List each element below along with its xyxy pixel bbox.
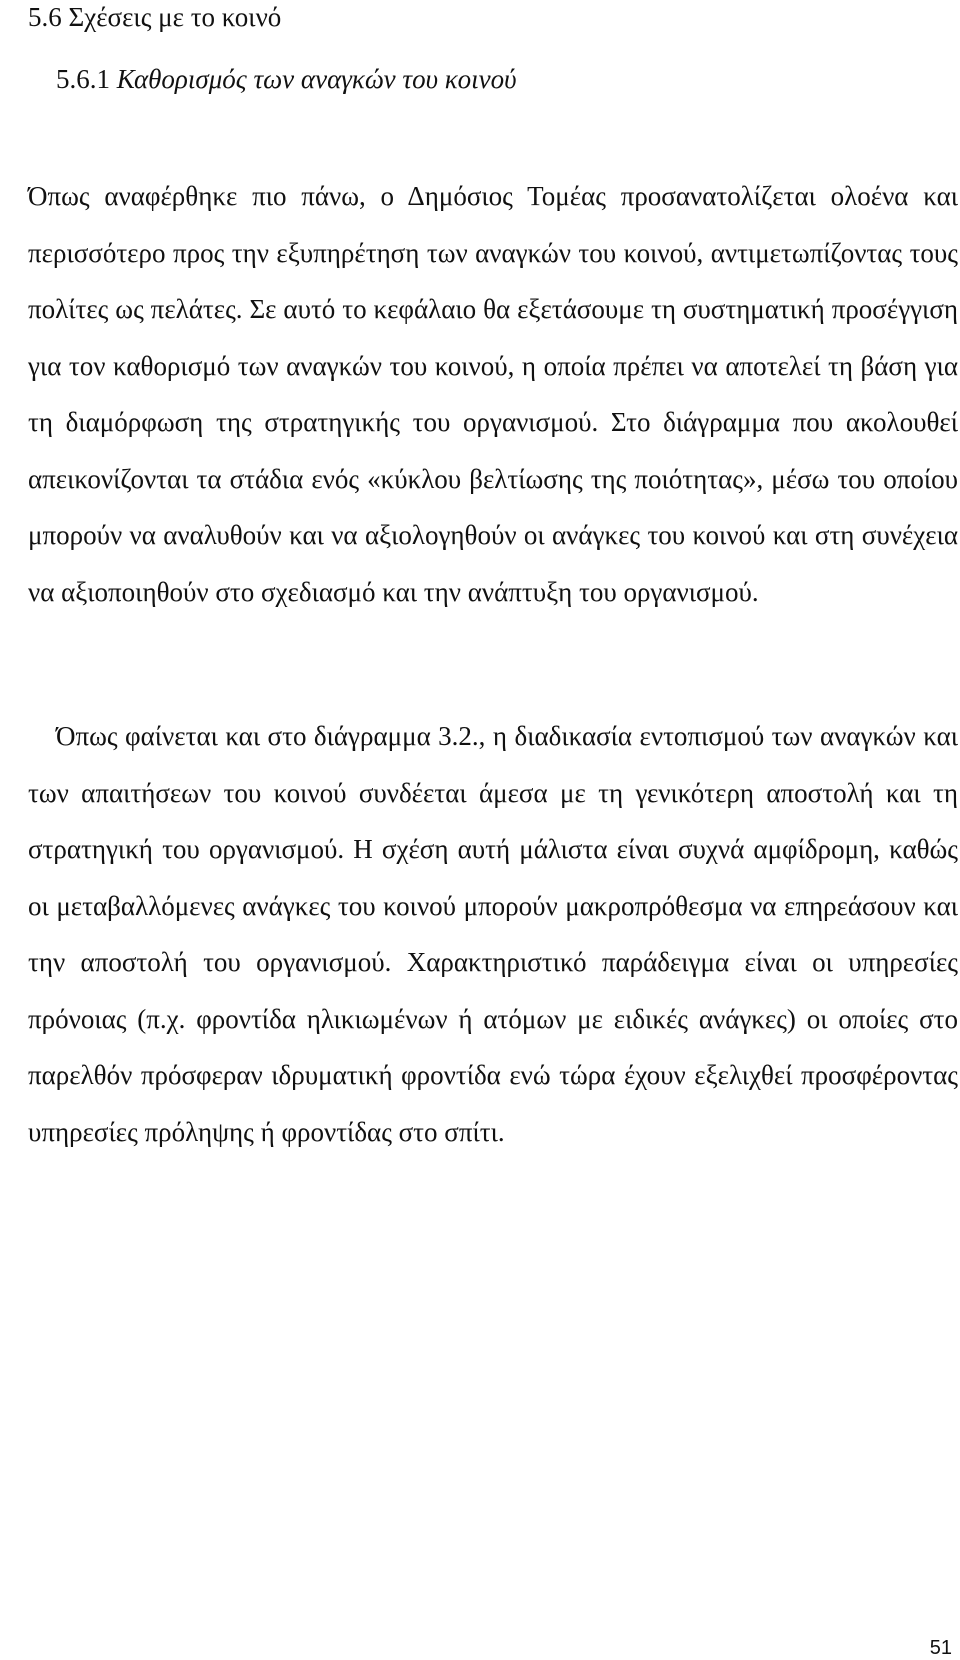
subsection-heading bbox=[56, 62, 517, 96]
subsection-title: Καθορισμός των αναγκών του κοινού bbox=[116, 64, 517, 94]
subsection-number: 5.6.1 bbox=[56, 64, 110, 94]
page-number: 51 bbox=[929, 1637, 952, 1659]
body-paragraph: Όπως φαίνεται και στο διάγραμμα 3.2., η διαδικασία εντοπισμού των αναγκών και των απαιτήσεων του κοινού συνδέεται άμεσα με τη γενικότερη αποστολή και τη στρατηγική του οργανισμού. Η σχέση αυτή μάλιστα είναι συχνά αμφίδρομη, καθώς οι μεταβαλλόμενες ανάγκες του κοινού μπορούν μακροπρόθεσμα να επηρεάσουν και την αποστολή του οργανισμού. Χαρακτηριστικό παράδειγμα είναι οι υπηρεσίες πρόνοιας (π.χ. φροντίδα ηλικιωμένων ή ατόμων με ειδικές ανάγκες) οι οποίες στο παρελθόν πρόσφεραν ιδρυματική φροντίδα ενώ τώρα έχουν εξελιχθεί προσφέροντας υπηρεσίες πρόληψης ή φροντίδας στο σπίτι. bbox=[28, 721, 958, 1147]
section-heading: 5.6 Σχέσεις με το κοινό bbox=[28, 2, 282, 32]
body-paragraph: Όπως αναφέρθηκε πιο πάνω, ο Δημόσιος Τομέας προσανατολίζεται ολοένα και περισσότερο προς την εξυπηρέτηση των αναγκών του κοινού, αντιμετωπίζοντας τους πολίτες ως πελάτες. Σε αυτό το κεφάλαιο θα εξετάσουμε τη συστηματική προσέγγιση για τον καθορισμό των αναγκών του κοινού, η οποία πρέπει να αποτελεί τη βάση για τη διαμόρφωση της στρατηγικής του οργανισμού. Στο διάγραμμα που ακολουθεί απεικονίζονται τα στάδια ενός «κύκλου βελτίωσης της ποιότητας», μέσω του οποίου μπορούν να αναλυθούν και να αξιολογηθούν οι ανάγκες του κοινού και στη συνέχεια να αξιοποιηθούν στο σχεδιασμό και την ανάπτυξη του οργανισμού. bbox=[28, 181, 958, 607]
